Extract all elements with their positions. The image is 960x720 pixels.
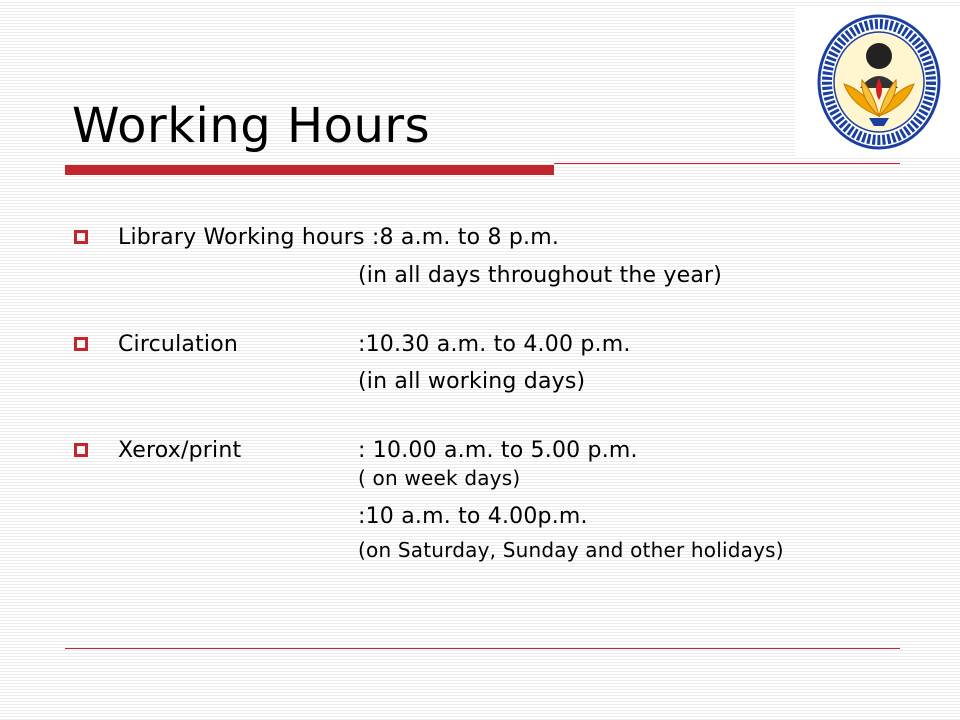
bullet-icon <box>74 337 88 351</box>
title-underline-bar <box>65 165 554 175</box>
slide-title: Working Hours <box>72 98 431 154</box>
logo-panel <box>795 8 960 158</box>
item-2-value: :10.30 a.m. to 4.00 p.m. <box>358 332 631 357</box>
item-3-label: Xerox/print <box>118 438 242 463</box>
title-divider-line <box>554 163 900 164</box>
bullet-icon <box>74 443 88 457</box>
footer-divider-line <box>65 648 900 649</box>
item-1-label: Library Working hours :8 a.m. to 8 p.m. <box>118 225 560 250</box>
item-3-value: : 10.00 a.m. to 5.00 p.m. <box>358 438 638 463</box>
item-3-value2: :10 a.m. to 4.00p.m. <box>358 504 588 529</box>
item-2-note: (in all working days) <box>358 369 586 394</box>
item-3-value2-note: (on Saturday, Sunday and other holidays) <box>358 538 784 562</box>
item-3-value-note: ( on week days) <box>358 466 521 490</box>
item-2-label: Circulation <box>118 332 239 357</box>
item-1-note: (in all days throughout the year) <box>358 263 723 288</box>
bullet-icon <box>74 230 88 244</box>
university-emblem-icon <box>812 8 947 156</box>
